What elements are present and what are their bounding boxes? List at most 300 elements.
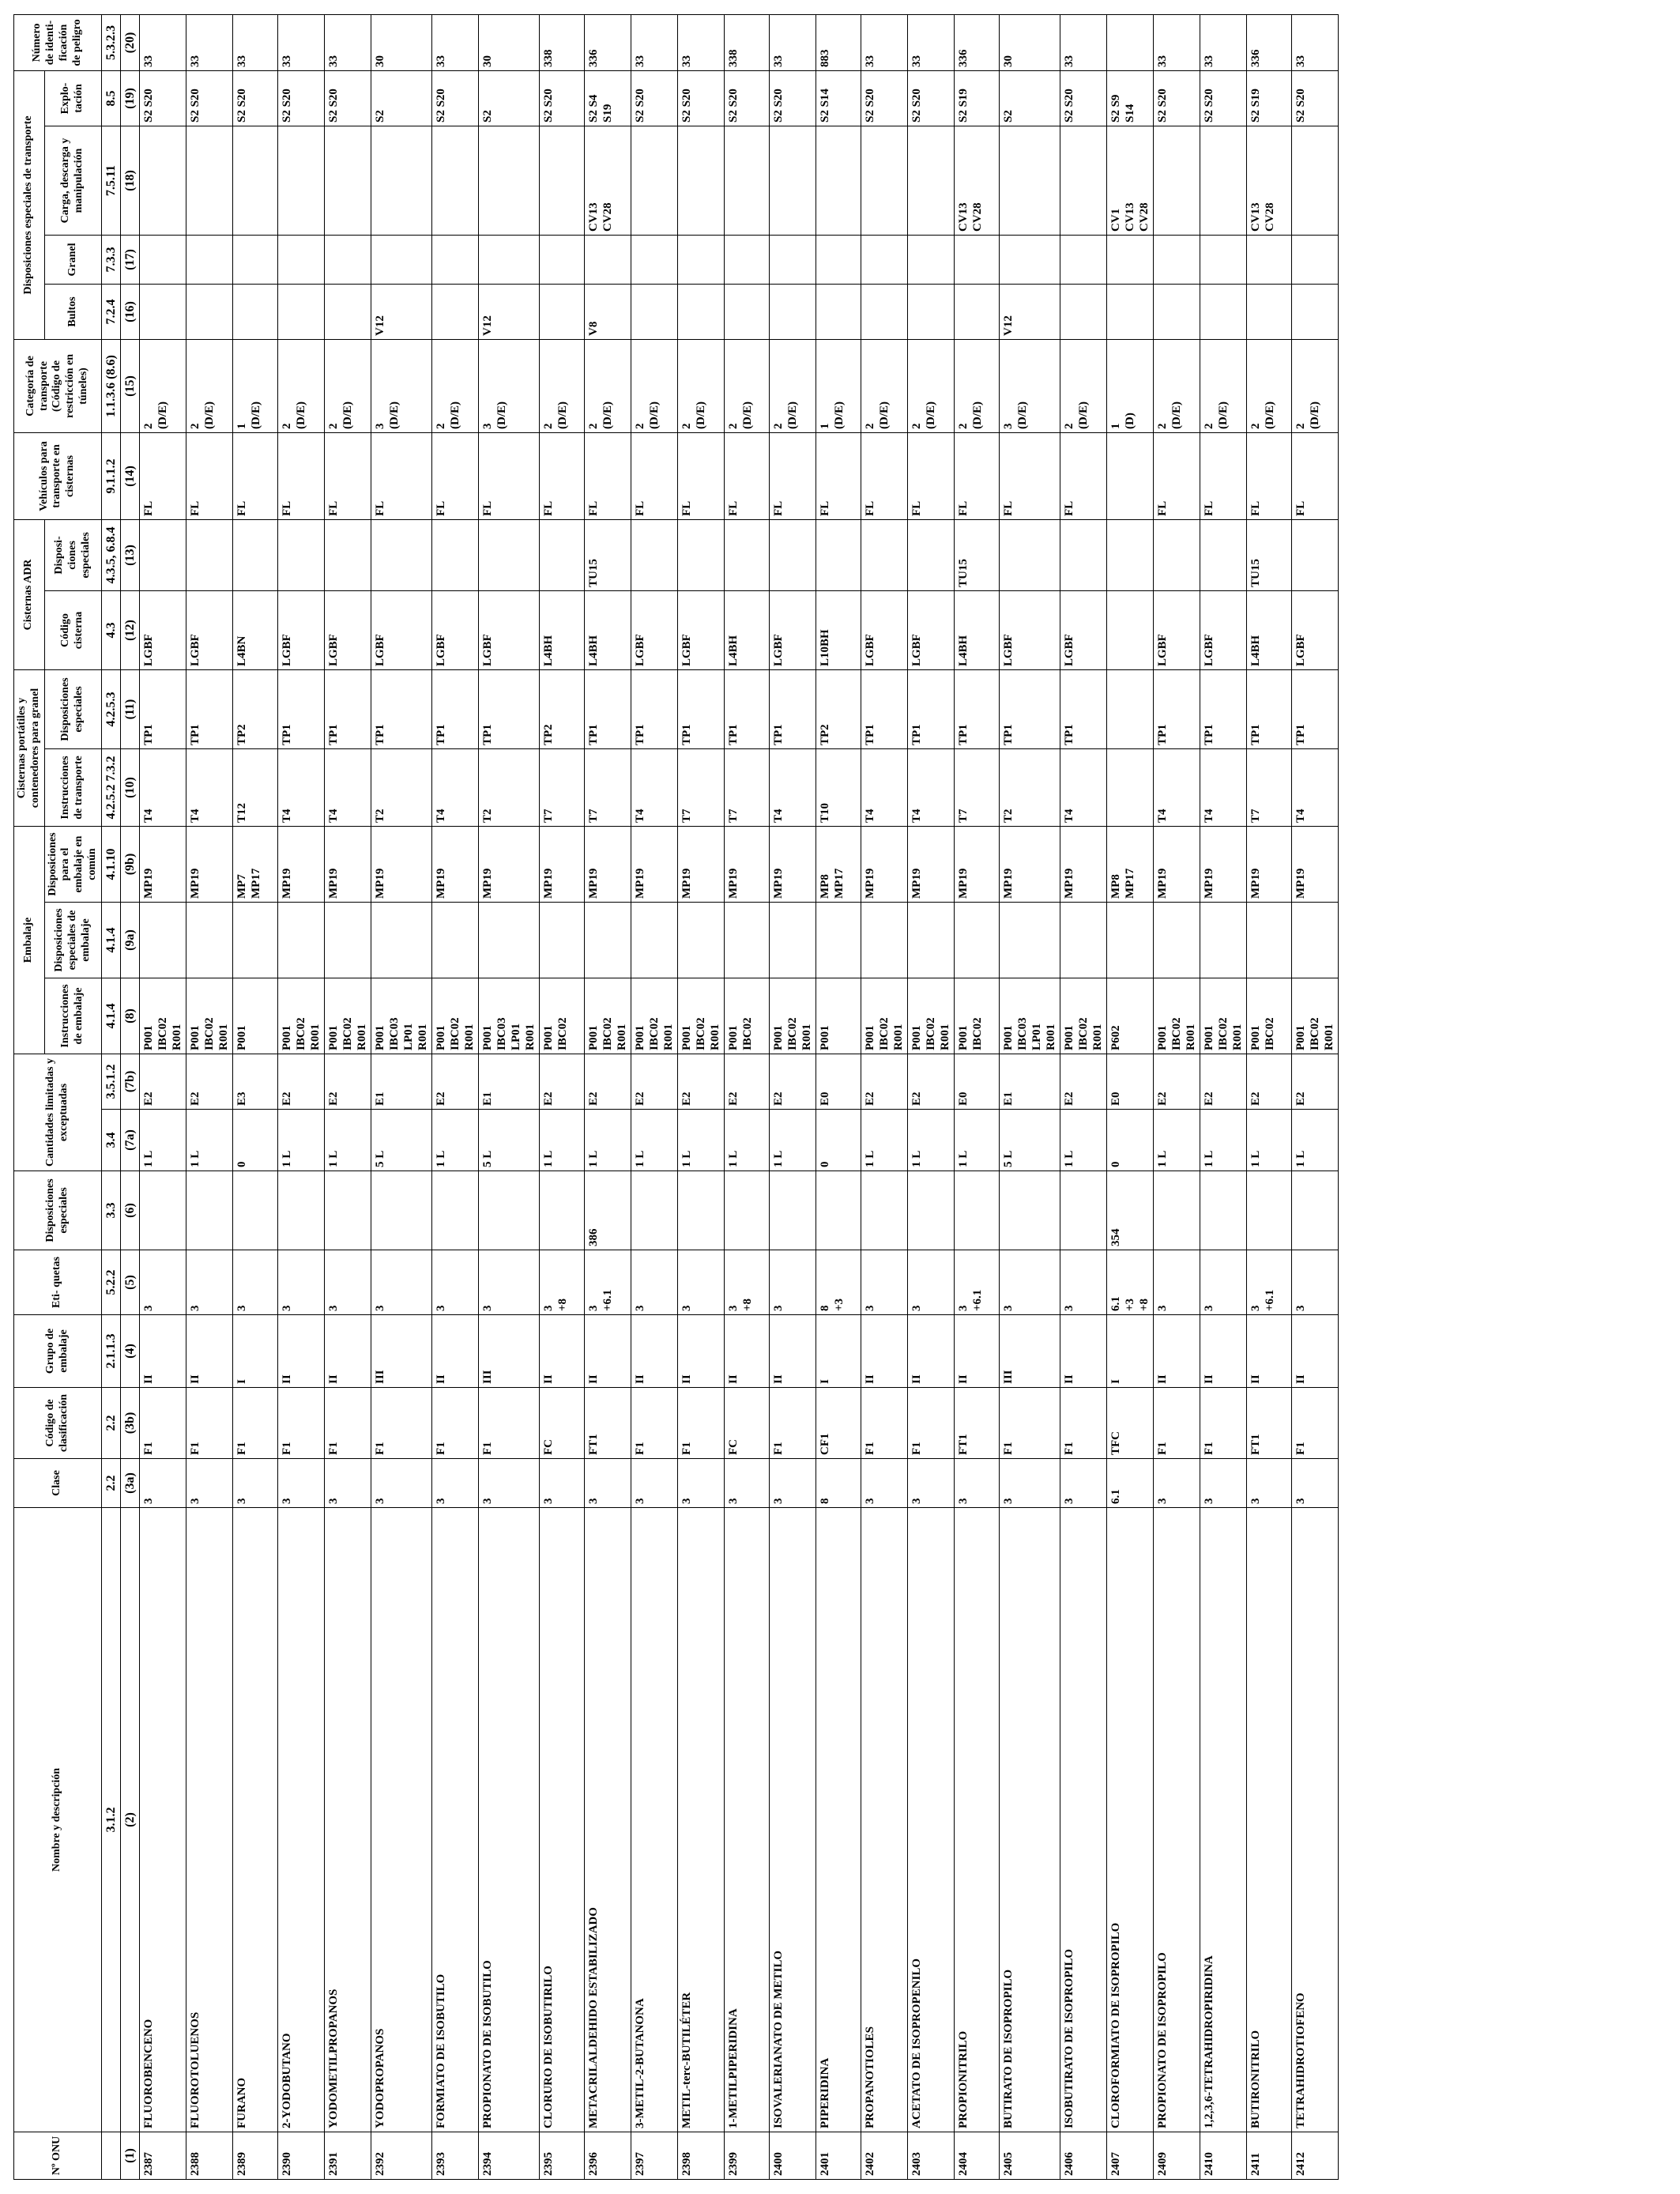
table-cell	[371, 236, 432, 285]
table-cell: II	[908, 1315, 955, 1388]
table-cell	[140, 903, 186, 978]
table-cell: II	[325, 1315, 371, 1388]
table-cell	[233, 520, 278, 591]
table-cell: II	[678, 1315, 725, 1388]
table-cell: 2402	[861, 2132, 908, 2180]
table-cell: S2 S20	[140, 71, 186, 126]
table-cell: E2	[678, 1054, 725, 1110]
table-cell: MP19	[1000, 827, 1060, 903]
rotated-page	[13, 19, 1403, 2180]
table-cell: F1	[1292, 1388, 1339, 1459]
table-cell	[816, 285, 861, 340]
table-cell: 2397	[631, 2132, 678, 2180]
table-cell	[725, 236, 770, 285]
table-cell: LGBF	[678, 591, 725, 670]
table-cell	[585, 236, 631, 285]
colnum-cell: (7a)	[120, 1110, 139, 1171]
table-cell: 3 +8	[540, 1250, 585, 1315]
table-cell	[678, 285, 725, 340]
table-cell: TFC	[1107, 1388, 1154, 1459]
table-cell: II	[770, 1315, 816, 1388]
table-cell: 33	[325, 15, 371, 71]
table-cell	[816, 1171, 861, 1250]
table-cell: 3	[725, 1459, 770, 1508]
table-cell: 1 L	[861, 1110, 908, 1171]
table-cell: E2	[1154, 1054, 1200, 1110]
col-header-class: Clase	[14, 1459, 102, 1508]
table-cell	[908, 903, 955, 978]
table-cell: 2410	[1200, 2132, 1247, 2180]
table-cell: 33	[861, 15, 908, 71]
table-cell: 386	[585, 1171, 631, 1250]
table-cell: T7	[585, 749, 631, 827]
table-cell	[631, 520, 678, 591]
table-cell: FL	[1000, 433, 1060, 520]
table-cell: 1 L	[631, 1110, 678, 1171]
table-cell	[1292, 903, 1339, 978]
table-cell: CV13 CV28	[955, 126, 1000, 236]
table-cell	[325, 236, 371, 285]
table-cell: TP1	[1154, 670, 1200, 749]
table-cell	[233, 903, 278, 978]
table-cell: P001 IBC02 R001	[325, 978, 371, 1054]
colnum-cell: (14)	[120, 433, 139, 520]
table-cell: 1 L	[678, 1110, 725, 1171]
table-cell	[432, 126, 479, 236]
table-cell	[1107, 15, 1154, 71]
table-cell: CV1 CV13 CV28	[1107, 126, 1154, 236]
table-cell: LGBF	[325, 591, 371, 670]
table-cell: 338	[540, 15, 585, 71]
table-cell	[1000, 126, 1060, 236]
table-cell: V12	[479, 285, 540, 340]
table-cell: TP1	[678, 670, 725, 749]
table-cell: LGBF	[186, 591, 233, 670]
table-cell: 3	[1000, 1459, 1060, 1508]
table-row	[861, 15, 908, 2180]
table-cell: III	[479, 1315, 540, 1388]
table-cell: F1	[325, 1388, 371, 1459]
table-cell: P001 IBC02 R001	[432, 978, 479, 1054]
table-cell: CV13 CV28	[585, 126, 631, 236]
table-cell: 30	[1000, 15, 1060, 71]
table-cell: MP19	[1200, 827, 1247, 903]
table-cell	[432, 236, 479, 285]
table-cell: S2 S9 S14	[1107, 71, 1154, 126]
table-cell: T12	[233, 749, 278, 827]
table-cell: FT1	[955, 1388, 1000, 1459]
table-cell	[1000, 903, 1060, 978]
table-cell	[770, 520, 816, 591]
table-cell: TP1	[861, 670, 908, 749]
table-cell	[325, 520, 371, 591]
ref-cell: 2.1.1.3	[101, 1315, 120, 1388]
table-cell: MP19	[955, 827, 1000, 903]
table-cell: T7	[678, 749, 725, 827]
column-number-row	[120, 15, 139, 2180]
table-cell: 1 L	[278, 1110, 325, 1171]
table-cell	[770, 126, 816, 236]
table-cell: 2406	[1060, 2132, 1107, 2180]
table-cell: TU15	[585, 520, 631, 591]
table-cell: 33	[186, 15, 233, 71]
table-cell: E0	[955, 1054, 1000, 1110]
table-cell: T4	[1060, 749, 1107, 827]
col-header-packing-group: Grupo de embalaje	[14, 1315, 102, 1388]
table-cell: S2 S20	[861, 71, 908, 126]
table-cell: 3 +6.1	[1247, 1250, 1292, 1315]
table-cell: T4	[140, 749, 186, 827]
table-cell: 3	[585, 1459, 631, 1508]
table-cell: E1	[371, 1054, 432, 1110]
table-cell	[631, 236, 678, 285]
table-cell: II	[186, 1315, 233, 1388]
table-cell: 33	[278, 15, 325, 71]
table-cell: YODOMETILPROPANOS	[325, 1508, 371, 2132]
col-header-packing-instructions: Instrucciones de embalaje	[44, 978, 101, 1054]
table-cell: 1 L	[908, 1110, 955, 1171]
table-cell: 2 (D/E)	[1060, 340, 1107, 433]
table-cell: 883	[816, 15, 861, 71]
table-cell	[1200, 520, 1247, 591]
table-cell: 1 L	[1060, 1110, 1107, 1171]
table-cell: 30	[479, 15, 540, 71]
table-cell: 2388	[186, 2132, 233, 2180]
table-row	[1060, 15, 1107, 2180]
table-cell	[278, 903, 325, 978]
table-cell: S2 S14	[816, 71, 861, 126]
table-cell: 2403	[908, 2132, 955, 2180]
table-cell: L4BH	[585, 591, 631, 670]
table-cell: S2 S20	[770, 71, 816, 126]
table-cell	[278, 236, 325, 285]
col-header-limited-quantities: Cantidades limitadas y exceptuadas	[14, 1054, 102, 1171]
table-cell: S2 S20	[233, 71, 278, 126]
table-cell	[678, 903, 725, 978]
col-header-labels: Eti- quetas	[14, 1250, 102, 1315]
table-cell: TP1	[140, 670, 186, 749]
table-cell: F1	[678, 1388, 725, 1459]
table-cell	[1200, 285, 1247, 340]
table-cell: 3	[278, 1459, 325, 1508]
table-row	[955, 15, 1000, 2180]
table-cell: 3	[1292, 1459, 1339, 1508]
table-cell: L4BH	[725, 591, 770, 670]
table-cell: FC	[725, 1388, 770, 1459]
colnum-cell: (19)	[120, 71, 139, 126]
table-cell: T10	[816, 749, 861, 827]
table-cell: 3	[1154, 1250, 1200, 1315]
table-cell: 3	[432, 1250, 479, 1315]
table-cell: F1	[186, 1388, 233, 1459]
table-cell: L4BH	[1247, 591, 1292, 670]
table-cell: 2409	[1154, 2132, 1200, 2180]
table-cell: P001 IBC03 LP01 R001	[1000, 978, 1060, 1054]
table-cell: 3	[233, 1459, 278, 1508]
table-cell: 3	[479, 1459, 540, 1508]
table-cell	[955, 285, 1000, 340]
colnum-cell: (4)	[120, 1315, 139, 1388]
table-cell: F1	[479, 1388, 540, 1459]
table-cell: 3	[278, 1250, 325, 1315]
col-header-transport-category: Categoría de transporte (Código de restricción en túneles)	[14, 340, 102, 433]
table-cell: 6.1 +3 +8	[1107, 1250, 1154, 1315]
table-cell: LGBF	[479, 591, 540, 670]
table-cell: 3	[325, 1250, 371, 1315]
table-cell: 2396	[585, 2132, 631, 2180]
table-cell: II	[725, 1315, 770, 1388]
table-cell	[479, 520, 540, 591]
col-header-special-packing: Disposiciones especiales de embalaje	[44, 903, 101, 978]
table-cell: TP2	[233, 670, 278, 749]
table-cell: 3	[631, 1459, 678, 1508]
table-cell: MP19	[678, 827, 725, 903]
table-cell: LGBF	[1154, 591, 1200, 670]
table-cell: 2 (D/E)	[325, 340, 371, 433]
table-cell: 0	[1107, 1110, 1154, 1171]
table-cell	[140, 520, 186, 591]
table-cell: MP19	[770, 827, 816, 903]
table-cell: TETRAHIDROTIOFENO	[1292, 1508, 1339, 2132]
table-cell	[1200, 126, 1247, 236]
table-cell	[861, 903, 908, 978]
table-cell	[725, 1171, 770, 1250]
table-cell: 1 L	[1200, 1110, 1247, 1171]
table-cell	[770, 236, 816, 285]
table-cell: F1	[278, 1388, 325, 1459]
table-cell: S2 S20	[908, 71, 955, 126]
table-cell	[1060, 520, 1107, 591]
table-row	[1292, 15, 1339, 2180]
table-cell: 33	[1200, 15, 1247, 71]
table-cell: II	[1247, 1315, 1292, 1388]
table-cell: TP1	[325, 670, 371, 749]
table-cell: TP1	[1060, 670, 1107, 749]
table-cell: E2	[585, 1054, 631, 1110]
col-header-transport-instructions: Instrucciones de transporte	[44, 749, 101, 827]
table-cell: E2	[1060, 1054, 1107, 1110]
table-cell: MP19	[325, 827, 371, 903]
table-cell: YODOPROPANOS	[371, 1508, 432, 2132]
table-cell: 33	[1292, 15, 1339, 71]
table-cell	[908, 236, 955, 285]
table-cell: 3	[955, 1459, 1000, 1508]
table-cell: 2 (D/E)	[540, 340, 585, 433]
table-cell: 2 (D/E)	[1200, 340, 1247, 433]
table-cell	[1154, 126, 1200, 236]
table-cell: CLORURO DE ISOBUTIRILO	[540, 1508, 585, 2132]
table-cell: II	[278, 1315, 325, 1388]
table-cell	[1107, 433, 1154, 520]
table-cell: TP1	[631, 670, 678, 749]
table-cell	[325, 1171, 371, 1250]
table-cell: 5 L	[479, 1110, 540, 1171]
table-cell: E2	[278, 1054, 325, 1110]
table-cell: 0	[816, 1110, 861, 1171]
table-cell: LGBF	[1292, 591, 1339, 670]
table-cell	[1060, 903, 1107, 978]
table-cell: 5 L	[1000, 1110, 1060, 1171]
table-cell: MP19	[1060, 827, 1107, 903]
table-cell	[479, 903, 540, 978]
ref-cell: 3.4	[101, 1110, 120, 1171]
table-cell: 2 (D/E)	[725, 340, 770, 433]
table-cell: P001 IBC03 LP01 R001	[479, 978, 540, 1054]
table-cell: S2 S20	[1154, 71, 1200, 126]
colnum-cell: (20)	[120, 15, 139, 71]
table-cell: FL	[585, 433, 631, 520]
table-cell: T7	[955, 749, 1000, 827]
table-cell: 354	[1107, 1171, 1154, 1250]
table-cell: P602	[1107, 978, 1154, 1054]
table-cell: TP1	[186, 670, 233, 749]
table-cell: E1	[1000, 1054, 1060, 1110]
table-cell: 2 (D/E)	[140, 340, 186, 433]
table-row	[908, 15, 955, 2180]
table-row	[678, 15, 725, 2180]
table-cell: 1 (D)	[1107, 340, 1154, 433]
table-cell: ACETATO DE ISOPROPENILO	[908, 1508, 955, 2132]
table-cell: S2 S20	[186, 71, 233, 126]
ref-cell: 7.5.11	[101, 126, 120, 236]
table-cell: FL	[725, 433, 770, 520]
table-cell: TP1	[908, 670, 955, 749]
table-cell: P001	[233, 978, 278, 1054]
table-cell	[725, 903, 770, 978]
ref-cell	[101, 2132, 120, 2180]
table-cell: 2404	[955, 2132, 1000, 2180]
table-cell: P001 IBC02	[725, 978, 770, 1054]
table-cell: BUTIRATO DE ISOPROPILO	[1000, 1508, 1060, 2132]
table-cell	[1154, 903, 1200, 978]
table-cell	[1060, 126, 1107, 236]
table-cell: 2 (D/E)	[861, 340, 908, 433]
table-cell: TP1	[371, 670, 432, 749]
colnum-cell: (1)	[120, 2132, 139, 2180]
table-cell: S2 S20	[1200, 71, 1247, 126]
table-cell: PROPANOTIOLES	[861, 1508, 908, 2132]
colnum-cell: (3b)	[120, 1388, 139, 1459]
table-cell	[479, 1171, 540, 1250]
colnum-cell: (2)	[120, 1508, 139, 2132]
table-cell	[816, 520, 861, 591]
table-cell: 3	[1060, 1250, 1107, 1315]
table-cell: 2393	[432, 2132, 479, 2180]
col-header-tank-code: Código cisterna	[44, 591, 101, 670]
table-cell: S2 S20	[725, 71, 770, 126]
ref-cell: 9.1.1.2	[101, 433, 120, 520]
table-row	[540, 15, 585, 2180]
table-row	[371, 15, 432, 2180]
table-row	[432, 15, 479, 2180]
table-cell: S2 S20	[540, 71, 585, 126]
table-cell	[540, 903, 585, 978]
table-cell: MP8 MP17	[1107, 827, 1154, 903]
table-cell: 3	[631, 1250, 678, 1315]
table-cell: II	[1292, 1315, 1339, 1388]
table-cell: T2	[479, 749, 540, 827]
table-cell: P001 IBC02 R001	[770, 978, 816, 1054]
table-cell: T4	[186, 749, 233, 827]
table-cell: 2401	[816, 2132, 861, 2180]
table-cell: TP1	[1247, 670, 1292, 749]
table-cell: BUTIRONITRILO	[1247, 1508, 1292, 2132]
table-cell: 1 L	[770, 1110, 816, 1171]
table-cell: 1 L	[432, 1110, 479, 1171]
table-cell: 33	[140, 15, 186, 71]
ref-cell: 3.5.1.2	[101, 1054, 120, 1110]
table-cell	[186, 126, 233, 236]
table-cell: FL	[1200, 433, 1247, 520]
table-cell: 2 (D/E)	[1154, 340, 1200, 433]
table-row	[479, 15, 540, 2180]
table-cell: II	[1060, 1315, 1107, 1388]
ref-cell: 1.1.3.6 (8.6)	[101, 340, 120, 433]
table-cell: E2	[432, 1054, 479, 1110]
table-cell: II	[585, 1315, 631, 1388]
table-cell	[1000, 1171, 1060, 1250]
col-header-tank-special: Disposi- ciones especiales	[44, 520, 101, 591]
table-cell: T7	[540, 749, 585, 827]
table-cell	[1000, 236, 1060, 285]
table-cell: II	[631, 1315, 678, 1388]
table-cell: FL	[1292, 433, 1339, 520]
table-cell: LGBF	[371, 591, 432, 670]
table-row	[770, 15, 816, 2180]
table-cell: S2	[479, 71, 540, 126]
table-cell: 3	[770, 1250, 816, 1315]
table-row	[585, 15, 631, 2180]
table-cell	[233, 126, 278, 236]
table-cell: 3	[432, 1459, 479, 1508]
table-cell: 2 (D/E)	[585, 340, 631, 433]
table-cell: 3 +6.1	[585, 1250, 631, 1315]
table-cell: 3 +8	[725, 1250, 770, 1315]
table-cell: F1	[908, 1388, 955, 1459]
ref-cell: 4.2.5.3	[101, 670, 120, 749]
table-cell: 33	[1060, 15, 1107, 71]
table-cell	[186, 520, 233, 591]
table-cell: 3 (D/E)	[1000, 340, 1060, 433]
table-cell	[861, 520, 908, 591]
table-cell: 2394	[479, 2132, 540, 2180]
table-cell: MP19	[140, 827, 186, 903]
table-cell: PROPIONATO DE ISOBUTILO	[479, 1508, 540, 2132]
table-cell: E2	[770, 1054, 816, 1110]
table-cell	[140, 1171, 186, 1250]
table-cell: 336	[585, 15, 631, 71]
table-cell: F1	[371, 1388, 432, 1459]
table-cell: 33	[631, 15, 678, 71]
col-header-hazard-number: Número de identi- ficación de peligro	[14, 15, 102, 71]
table-row	[816, 15, 861, 2180]
table-cell: FL	[186, 433, 233, 520]
table-cell: 3	[861, 1250, 908, 1315]
ref-cell: 5.3.2.3	[101, 15, 120, 71]
table-cell: FL	[955, 433, 1000, 520]
table-cell: 3	[540, 1459, 585, 1508]
table-cell	[908, 1171, 955, 1250]
table-cell: MP19	[861, 827, 908, 903]
table-cell: 3	[861, 1459, 908, 1508]
table-cell: F1	[631, 1388, 678, 1459]
table-cell: S2 S20	[1060, 71, 1107, 126]
table-cell: T4	[770, 749, 816, 827]
table-cell: 338	[725, 15, 770, 71]
table-cell: T2	[371, 749, 432, 827]
table-cell: 2395	[540, 2132, 585, 2180]
table-cell	[725, 520, 770, 591]
